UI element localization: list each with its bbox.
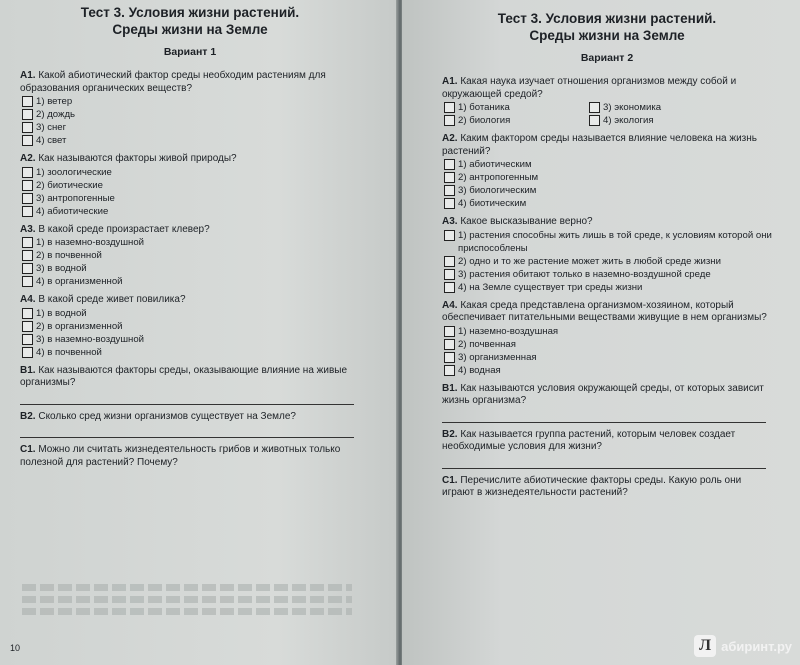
checkbox-icon[interactable] — [444, 256, 455, 267]
left-question-b2 — [20, 411, 360, 439]
right-title-line-1: Тест 3. Условия жизни растений. — [497, 11, 717, 26]
question-text: Как называются факторы среды, оказывающие влияние на живые организмы? — [20, 364, 348, 388]
answer-option[interactable]: 1) зоологические — [22, 166, 360, 179]
checkbox-icon[interactable] — [444, 159, 455, 170]
checkbox-icon[interactable] — [22, 250, 33, 261]
question-text: В какой среде живет повилика? — [38, 294, 186, 305]
answer-option[interactable]: 2) в почвенной — [22, 249, 360, 262]
answer-line[interactable] — [20, 390, 354, 405]
checkbox-icon[interactable] — [589, 102, 600, 113]
checkbox-icon[interactable] — [22, 263, 33, 274]
question-text: Какая наука изучает отношения организмов между собой и окружающей средой? — [442, 76, 737, 100]
checkbox-icon[interactable] — [444, 269, 455, 280]
right-question-a2 — [442, 133, 772, 210]
answer-option[interactable]: 2) в организменной — [22, 320, 360, 333]
question-number: В2. — [20, 410, 36, 422]
answer-option[interactable]: 1) абиотическим — [444, 158, 772, 171]
answer-option[interactable]: 1) в водной — [22, 307, 360, 320]
right-title-line-2: Среды жизни на Земле — [529, 28, 685, 43]
checkbox-icon[interactable] — [22, 122, 33, 133]
checkbox-icon[interactable] — [444, 339, 455, 350]
answer-option[interactable]: 1) ветер — [22, 95, 360, 108]
left-question-a4 — [20, 294, 360, 359]
right-question-a1 — [442, 76, 772, 127]
question-number: В2. — [442, 428, 458, 440]
checkbox-icon[interactable] — [22, 193, 33, 204]
question-text: Как называется группа растений, которым человек создает необходимые условия для жизни? — [442, 428, 736, 452]
answer-option[interactable]: 1) наземно-воздушная — [444, 325, 772, 338]
answer-line[interactable] — [442, 454, 766, 469]
show-through-text — [22, 584, 352, 591]
checkbox-icon[interactable] — [444, 352, 455, 363]
left-title-line-2: Среды жизни на Земле — [112, 22, 268, 37]
checkbox-icon[interactable] — [444, 185, 455, 196]
checkbox-icon[interactable] — [444, 198, 455, 209]
labirint-logo-icon: Л — [694, 635, 716, 657]
answer-option[interactable]: 3) организменная — [444, 351, 772, 364]
question-number: А1. — [442, 76, 458, 87]
answer-option[interactable]: 4) абиотические — [22, 205, 360, 218]
checkbox-icon[interactable] — [22, 308, 33, 319]
checkbox-icon[interactable] — [444, 326, 455, 337]
checkbox-icon[interactable] — [22, 276, 33, 287]
question-number: А4. — [442, 299, 458, 311]
answer-option[interactable]: 2) дождь — [22, 108, 360, 121]
answer-option[interactable]: 4) на Земле существует три среды жизни — [444, 281, 772, 294]
question-number: А4. — [20, 294, 36, 305]
answer-option[interactable]: 2) биология — [444, 114, 587, 127]
question-text: Как называются условия окружающей среды, от которых зависит жизнь организма? — [442, 382, 764, 406]
answer-option[interactable]: 2) антропогенным — [444, 171, 772, 184]
left-title-line-1: Тест 3. Условия жизни растений. — [80, 5, 300, 20]
question-number: А1. — [20, 70, 36, 81]
checkbox-icon[interactable] — [444, 172, 455, 183]
left-page-content — [20, 4, 360, 475]
checkbox-icon[interactable] — [22, 206, 33, 217]
left-question-b1 — [20, 365, 360, 405]
answer-option[interactable]: 3) растения обитают только в наземно-воздушной среде — [444, 268, 772, 281]
answer-option[interactable]: 4) экология — [589, 114, 732, 127]
left-question-c1 — [20, 444, 360, 469]
answer-line[interactable] — [20, 423, 354, 438]
question-number: А3. — [442, 216, 458, 227]
right-question-b1 — [442, 383, 772, 423]
checkbox-icon[interactable] — [444, 282, 455, 293]
question-text: Какая среда представлена организмом-хозяином, который обеспечивает питательными веществами живущие в нем организмы? — [442, 299, 767, 323]
checkbox-icon[interactable] — [22, 180, 33, 191]
question-number: А2. — [20, 153, 36, 164]
right-question-a3 — [442, 216, 772, 294]
checkbox-icon[interactable] — [589, 115, 600, 126]
answer-option[interactable]: 3) в водной — [22, 262, 360, 275]
checkbox-icon[interactable] — [22, 135, 33, 146]
question-text: Какой абиотический фактор среды необходим растениям для образования органических веществ? — [20, 70, 326, 94]
show-through-text — [22, 596, 352, 603]
question-text: Сколько сред жизни организмов существует на Земле? — [38, 410, 296, 422]
checkbox-icon[interactable] — [22, 321, 33, 332]
checkbox-icon[interactable] — [444, 365, 455, 376]
answer-option[interactable]: 1) в наземно-воздушной — [22, 236, 360, 249]
right-question-c1 — [442, 475, 772, 500]
question-text: Как называются факторы живой природы? — [38, 153, 237, 164]
checkbox-icon[interactable] — [444, 230, 455, 241]
right-question-b2 — [442, 429, 772, 469]
question-number: В1. — [20, 364, 36, 376]
right-variant-heading: Вариант 2 — [580, 52, 634, 64]
answer-options-grid — [442, 101, 732, 127]
answer-option[interactable]: 3) экономика — [589, 101, 732, 114]
question-text: Каким фактором среды называется влияние человека на жизнь растений? — [442, 133, 757, 157]
left-variant-heading: Вариант 1 — [163, 46, 217, 58]
answer-option[interactable]: 4) водная — [444, 364, 772, 377]
checkbox-icon[interactable] — [22, 96, 33, 107]
right-question-a4 — [442, 300, 772, 377]
right-page — [402, 0, 800, 665]
checkbox-icon[interactable] — [22, 109, 33, 120]
answer-option[interactable]: 2) почвенная — [444, 338, 772, 351]
answer-option[interactable]: 2) биотические — [22, 179, 360, 192]
question-text: В какой среде произрастает клевер? — [38, 223, 210, 235]
answer-option[interactable]: 3) снег — [22, 121, 360, 134]
checkbox-icon[interactable] — [22, 167, 33, 178]
left-page — [0, 0, 398, 665]
watermark-text: абиринт.ру — [721, 638, 792, 654]
left-question-a1 — [20, 70, 360, 147]
left-question-a3 — [20, 224, 360, 289]
question-text: Можно ли считать жизнедеятельность грибов и животных только полезной для растений? Почему? — [20, 444, 341, 468]
answer-option[interactable]: 1) ботаника — [444, 101, 587, 114]
labirint-watermark — [694, 635, 792, 657]
answer-line[interactable] — [442, 408, 766, 423]
answer-option[interactable]: 3) антропогенные — [22, 192, 360, 205]
checkbox-icon[interactable] — [22, 237, 33, 248]
question-number: А3. — [20, 223, 36, 235]
right-page-content — [442, 10, 772, 506]
answer-option[interactable]: 4) в почвенной — [22, 346, 360, 359]
checkbox-icon[interactable] — [444, 102, 455, 113]
left-question-a2 — [20, 153, 360, 218]
question-number: В1. — [442, 382, 458, 394]
page-number: 10 — [10, 643, 21, 653]
answer-option[interactable]: 4) биотическим — [444, 197, 772, 210]
answer-option[interactable]: 2) одно и то же растение может жить в любой среде жизни — [444, 255, 772, 268]
checkbox-icon[interactable] — [22, 334, 33, 345]
answer-option[interactable]: 4) в организменной — [22, 275, 360, 288]
answer-option[interactable]: 4) свет — [22, 134, 360, 147]
show-through-text — [22, 608, 352, 615]
question-number: А2. — [442, 133, 458, 144]
answer-option[interactable]: 1) растения способны жить лишь в той среде, к условиям которой они приспособлены — [444, 229, 772, 255]
checkbox-icon[interactable] — [444, 115, 455, 126]
answer-option[interactable]: 3) биологическим — [444, 184, 772, 197]
question-number: С1. — [20, 444, 36, 455]
checkbox-icon[interactable] — [22, 347, 33, 358]
question-text: Какое высказывание верно? — [460, 216, 593, 227]
answer-option[interactable]: 3) в наземно-воздушной — [22, 333, 360, 346]
question-text: Перечислите абиотические факторы среды. Какую роль они играют в жизнедеятельности растений? — [442, 474, 742, 498]
question-number: С1. — [442, 474, 458, 486]
